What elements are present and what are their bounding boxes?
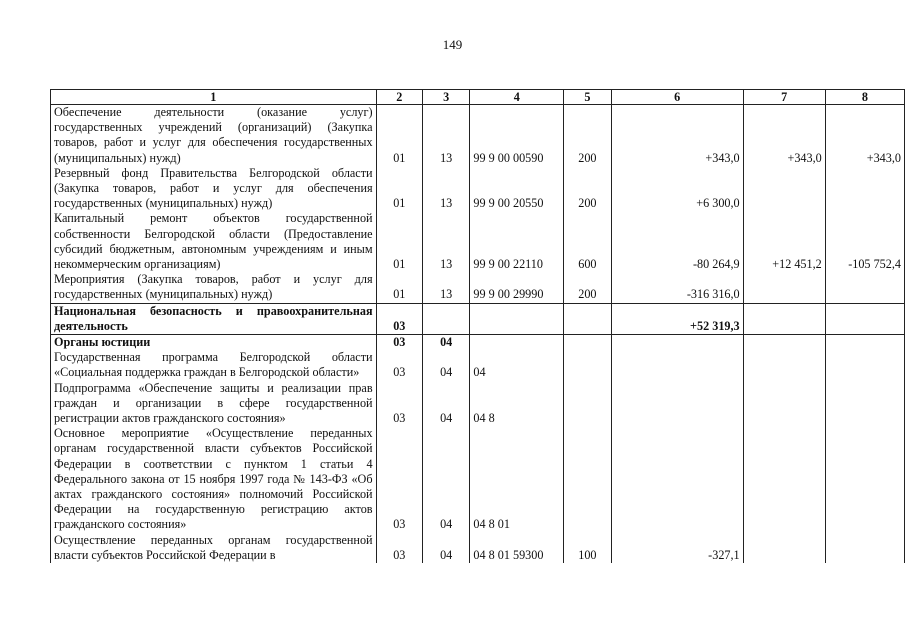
cell-c4: 04	[470, 350, 564, 380]
table-row	[51, 381, 905, 427]
cell-c6: +343,0	[611, 105, 743, 166]
cell-c5: 600	[564, 211, 612, 272]
cell-c3: 04	[422, 350, 469, 380]
table-row	[51, 350, 905, 380]
cell-c5: 200	[564, 166, 612, 212]
cell-c3: 04	[422, 533, 469, 563]
cell-c3: 13	[422, 166, 469, 212]
table-row	[51, 426, 905, 532]
cell-c7: +12 451,2	[743, 211, 825, 272]
cell-c6: -316 316,0	[611, 272, 743, 303]
cell-c5	[564, 350, 612, 380]
table-row	[51, 303, 905, 334]
cell-c2: 03	[376, 303, 422, 334]
cell-c3: 13	[422, 211, 469, 272]
header-cell: 4	[470, 90, 564, 105]
table-row	[51, 166, 905, 212]
row-description: Органы юстиции	[51, 335, 377, 351]
cell-c6	[611, 426, 743, 532]
cell-c2: 01	[376, 211, 422, 272]
header-cell: 8	[825, 90, 904, 105]
cell-c4: 04 8	[470, 381, 564, 427]
row-description: Государственная программа Белгородской области «Социальная поддержка граждан в Белгородской области»	[51, 350, 377, 380]
cell-c3: 04	[422, 426, 469, 532]
cell-c3: 04	[422, 381, 469, 427]
header-cell: 1	[51, 90, 377, 105]
cell-c2: 03	[376, 335, 422, 351]
table-row	[51, 105, 905, 166]
row-description: Основное мероприятие «Осуществление переданных органам государственной власти субъектов Российской Федерации в соответствии с пунктом 1 статьи 4 Федерального закона от 15 ноября 1997 года № 143-ФЗ «Об актах гражданского состояния» полномочий Российской Федерации на государственную регистрацию актов гражданского состояния»	[51, 426, 377, 532]
cell-c8	[825, 426, 904, 532]
cell-c2: 01	[376, 166, 422, 212]
cell-c8	[825, 381, 904, 427]
cell-c5	[564, 426, 612, 532]
cell-c7	[743, 303, 825, 334]
cell-c8	[825, 533, 904, 563]
cell-c2: 03	[376, 350, 422, 380]
cell-c3: 13	[422, 272, 469, 303]
cell-c2: 01	[376, 105, 422, 166]
header-cell: 3	[422, 90, 469, 105]
cell-c8: -105 752,4	[825, 211, 904, 272]
page-number: 149	[442, 37, 463, 52]
cell-c8	[825, 166, 904, 212]
cell-c3: 13	[422, 105, 469, 166]
cell-c2: 03	[376, 533, 422, 563]
cell-c3: 04	[422, 335, 469, 351]
cell-c2: 03	[376, 381, 422, 427]
cell-c7	[743, 166, 825, 212]
header-cell: 7	[743, 90, 825, 105]
cell-c5	[564, 303, 612, 334]
cell-c8	[825, 350, 904, 380]
cell-c7	[743, 381, 825, 427]
cell-c6: +52 319,3	[611, 303, 743, 334]
row-description: Осуществление переданных органам государственной власти субъектов Российской Федерации в	[51, 533, 377, 563]
table-row	[51, 533, 905, 563]
cell-c4	[470, 335, 564, 351]
cell-c7	[743, 426, 825, 532]
cell-c8	[825, 303, 904, 334]
header-cell: 2	[376, 90, 422, 105]
cell-c5	[564, 335, 612, 351]
table-row	[51, 272, 905, 303]
cell-c6: -327,1	[611, 533, 743, 563]
cell-c4: 99 9 00 29990	[470, 272, 564, 303]
cell-c7	[743, 272, 825, 303]
header-cell: 5	[564, 90, 612, 105]
cell-c5	[564, 381, 612, 427]
cell-c6: +6 300,0	[611, 166, 743, 212]
row-description: Капитальный ремонт объектов государственной собственности Белгородской области (Предоставление субсидий бюджетным, автономным учреждениям и иным некоммерческим организациям)	[51, 211, 377, 272]
cell-c4: 99 9 00 00590	[470, 105, 564, 166]
cell-c5: 100	[564, 533, 612, 563]
cell-c7: +343,0	[743, 105, 825, 166]
cell-c8	[825, 272, 904, 303]
cell-c2: 03	[376, 426, 422, 532]
cell-c6	[611, 350, 743, 380]
budget-table	[50, 89, 905, 563]
row-description: Мероприятия (Закупка товаров, работ и услуг для государственных (муниципальных) нужд)	[51, 272, 377, 303]
cell-c6: -80 264,9	[611, 211, 743, 272]
cell-c4: 99 9 00 22110	[470, 211, 564, 272]
cell-c4: 04 8 01	[470, 426, 564, 532]
cell-c5: 200	[564, 272, 612, 303]
cell-c7	[743, 350, 825, 380]
table-row	[51, 211, 905, 272]
cell-c3	[422, 303, 469, 334]
cell-c6	[611, 381, 743, 427]
header-row	[51, 90, 905, 105]
cell-c7	[743, 335, 825, 351]
cell-c4	[470, 303, 564, 334]
cell-c8: +343,0	[825, 105, 904, 166]
cell-c2: 01	[376, 272, 422, 303]
cell-c6	[611, 335, 743, 351]
row-description: Обеспечение деятельности (оказание услуг) государственных учреждений (организаций) (Закупка товаров, работ и услуг для обеспечения государственных (муниципальных) нужд)	[51, 105, 377, 166]
cell-c5: 200	[564, 105, 612, 166]
header-cell: 6	[611, 90, 743, 105]
row-description: Национальная безопасность и правоохранительная деятельность	[51, 303, 377, 334]
cell-c4: 99 9 00 20550	[470, 166, 564, 212]
row-description: Резервный фонд Правительства Белгородской области (Закупка товаров, работ и услуг для обеспечения государственных (муниципальных) нужд)	[51, 166, 377, 212]
cell-c7	[743, 533, 825, 563]
cell-c8	[825, 335, 904, 351]
table-row	[51, 335, 905, 351]
cell-c4: 04 8 01 59300	[470, 533, 564, 563]
row-description: Подпрограмма «Обеспечение защиты и реализации прав граждан и организации в сфере государственной регистрации актов гражданского состояния»	[51, 381, 377, 427]
